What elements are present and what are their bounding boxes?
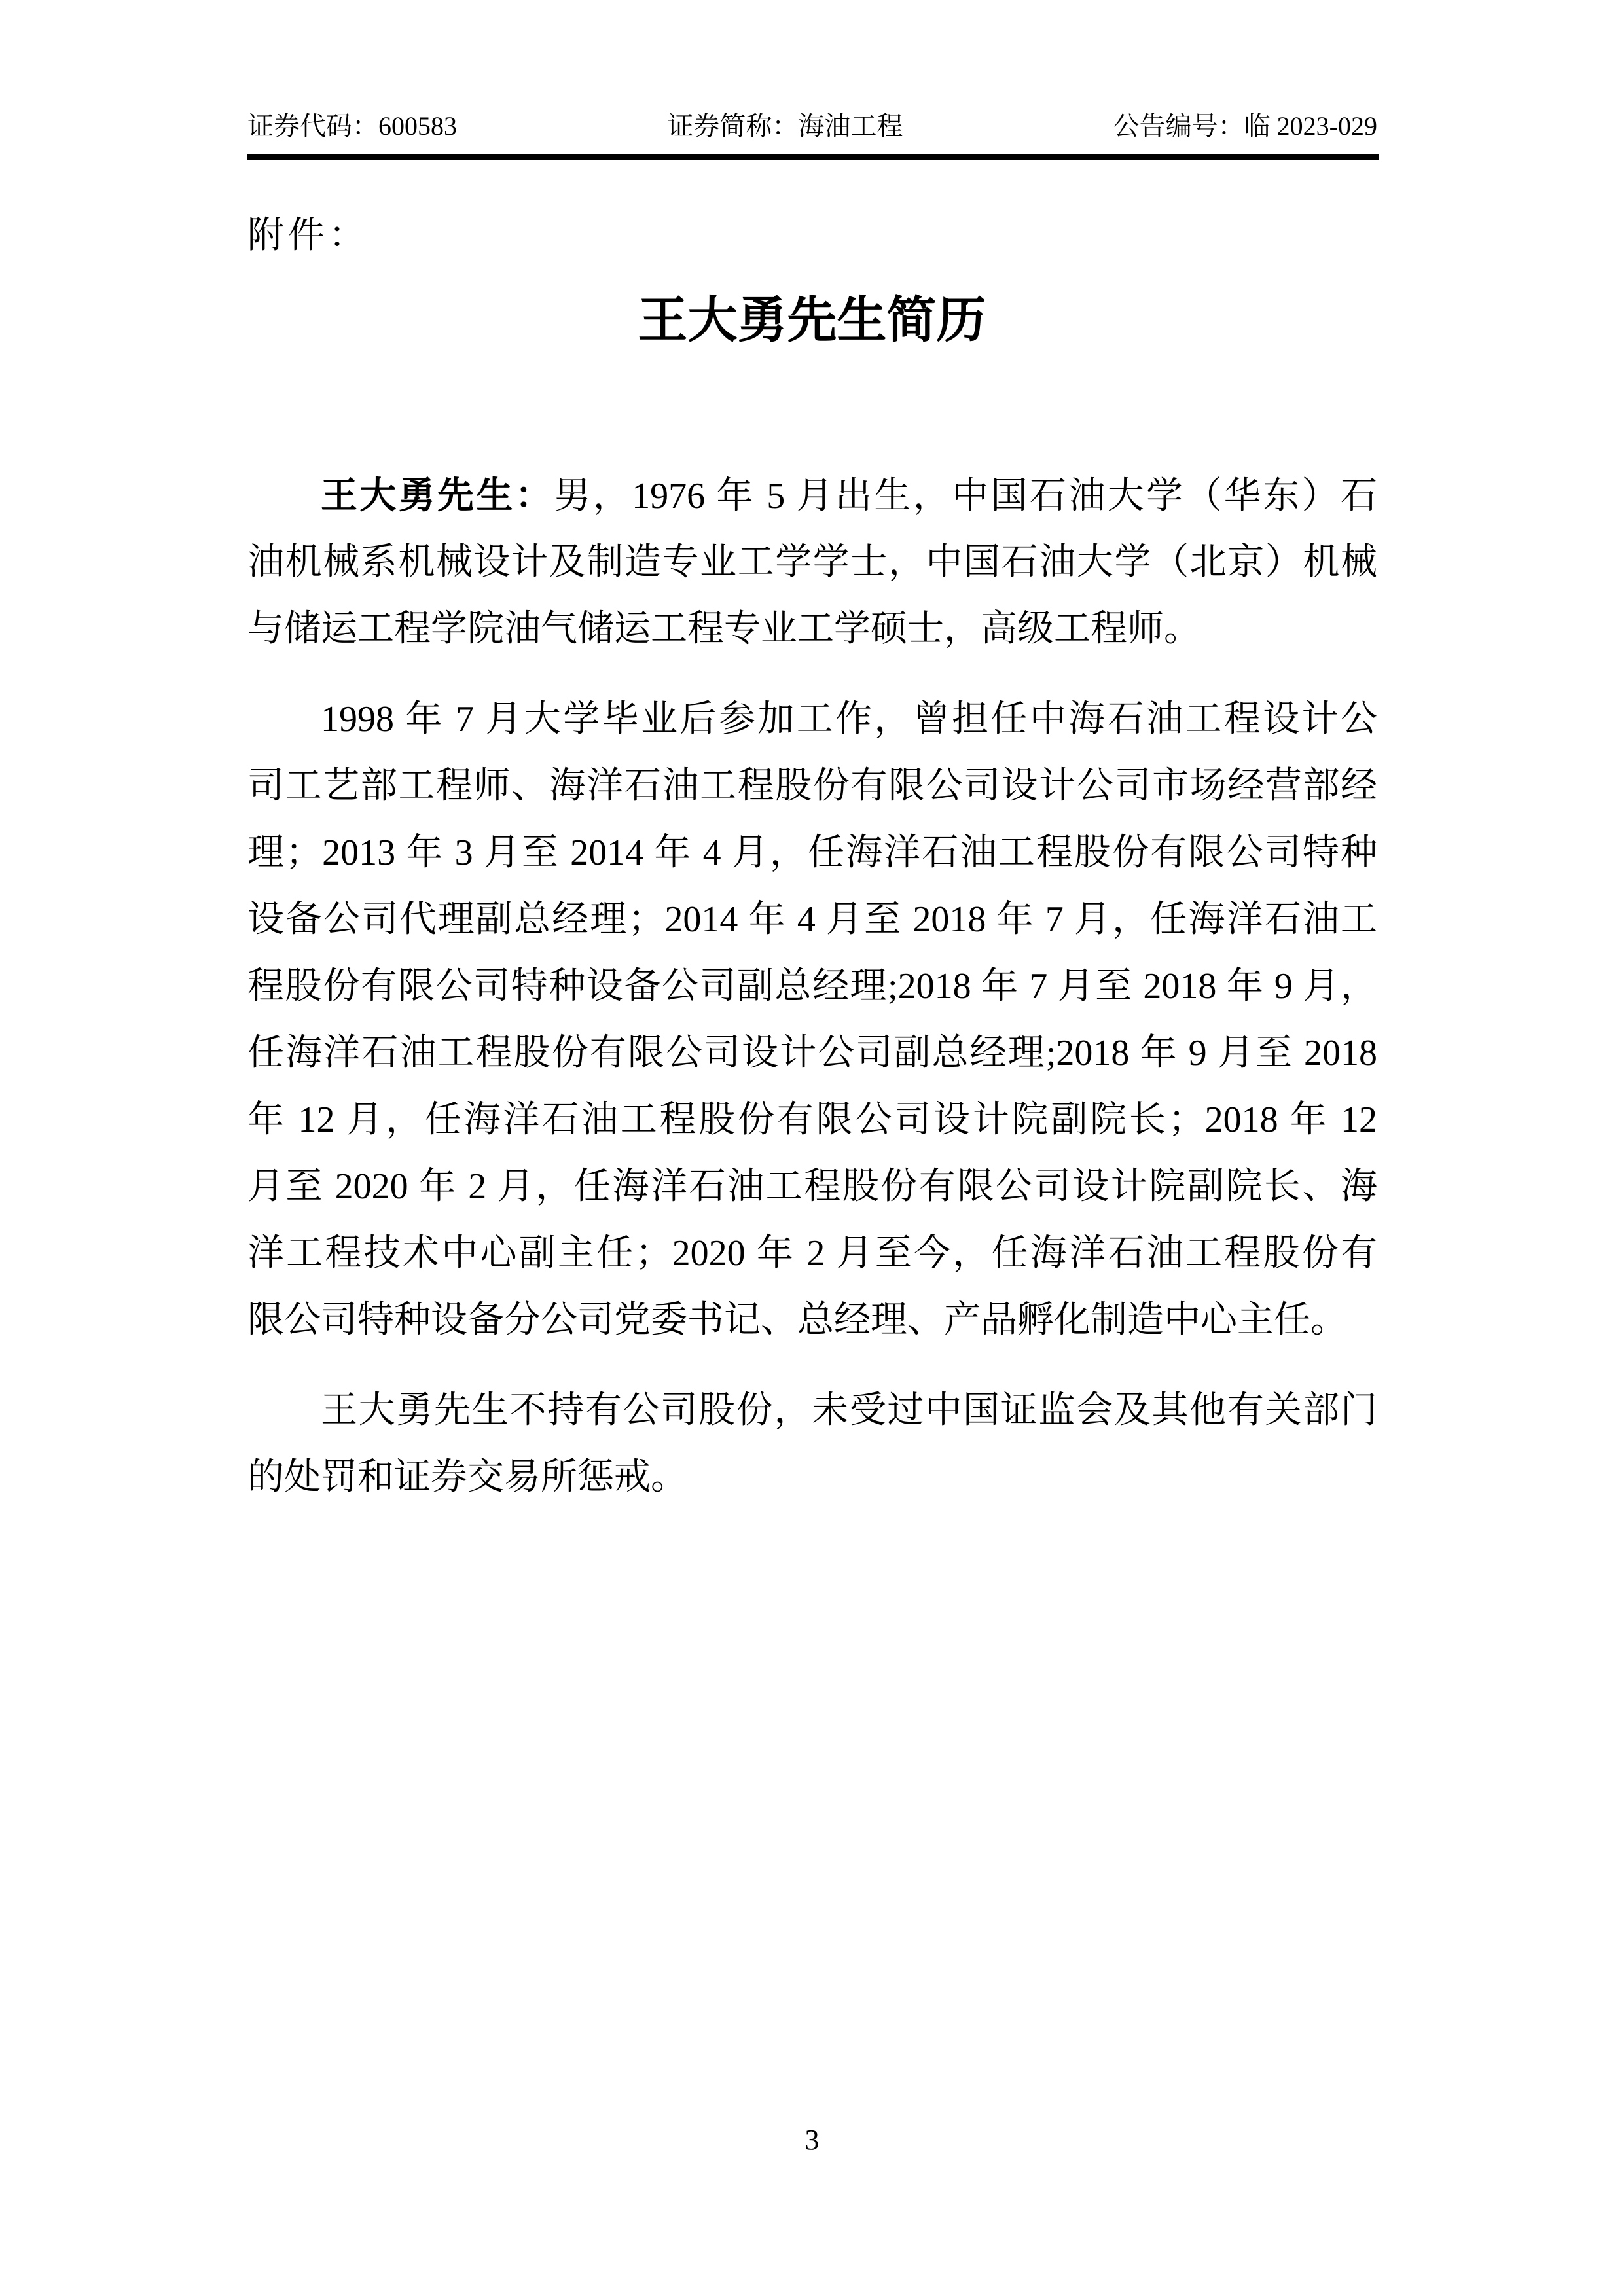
text-line: [247, 529, 1377, 596]
text-line: [247, 753, 1377, 819]
text-line: [247, 886, 1377, 953]
text-run: 1998 年 7 月大学毕业后参加工作，曾担任中海石油工程设计公: [321, 699, 1377, 740]
text-run: 月至 2020 年 2 月，任海洋石油工程股份有限公司设计院副院长、海: [247, 1166, 1377, 1207]
text-line: [247, 1444, 1377, 1511]
text-line: [247, 1377, 1377, 1444]
body-text: [247, 462, 1377, 1511]
text-line: [247, 1220, 1377, 1287]
bold-text-run: 王大勇先生：: [321, 475, 554, 516]
paragraph-3: [247, 1377, 1377, 1511]
document-header: [247, 110, 1377, 143]
text-line: [247, 1287, 1377, 1354]
text-run: 限公司特种设备分公司党委书记、总经理、产品孵化制造中心主任。: [247, 1300, 1347, 1340]
paragraph-2: [247, 686, 1377, 1354]
text-run: 司工艺部工程师、海洋石油工程股份有限公司设计公司市场经营部经: [247, 766, 1377, 806]
page-title: 王大勇先生简历: [638, 293, 986, 348]
text-line: [247, 819, 1377, 886]
text-run: 年 12 月，任海洋石油工程股份有限公司设计院副院长；2018 年 12: [247, 1100, 1378, 1140]
text-line: [247, 953, 1377, 1020]
text-line: [247, 1020, 1377, 1086]
stock-abbr-text: 证券简称：海油工程: [667, 111, 903, 141]
text-run: 的处罚和证券交易所惩戒。: [247, 1457, 687, 1498]
text-run: 任海洋石油工程股份有限公司设计公司副总经理;2018 年 9 月至 2018: [247, 1033, 1377, 1073]
text-line: [247, 1153, 1377, 1220]
text-run: 男，1976 年 5 月出生，中国石油大学（华东）石: [554, 476, 1378, 516]
page-number: 3: [804, 2124, 820, 2156]
paragraph-1: [247, 462, 1377, 662]
text-line: [247, 686, 1377, 753]
text-run: 理；2013 年 3 月至 2014 年 4 月，任海洋石油工程股份有限公司特种: [247, 833, 1377, 873]
header-rule: [247, 154, 1379, 160]
announcement-no-text: 公告编号：临 2023-029: [1113, 111, 1377, 141]
attachment-label: 附件：: [247, 215, 369, 256]
text-line: [247, 462, 1377, 529]
text-run: 设备公司代理副总经理；2014 年 4 月至 2018 年 7 月，任海洋石油工: [247, 899, 1377, 940]
text-run: 油机械系机械设计及制造专业工学学士，中国石油大学（北京）机械: [247, 542, 1377, 583]
text-run: 王大勇先生不持有公司股份，未受过中国证监会及其他有关部门: [321, 1390, 1377, 1431]
stock-code-text: 证券代码：600583: [247, 111, 457, 141]
text-line: [247, 596, 1377, 662]
text-run: 洋工程技术中心副主任；2020 年 2 月至今，任海洋石油工程股份有: [247, 1233, 1377, 1274]
text-run: 程股份有限公司特种设备公司副总经理;2018 年 7 月至 2018 年 9 月，: [247, 966, 1377, 1007]
text-line: [247, 1086, 1377, 1153]
text-run: 与储运工程学院油气储运工程专业工学硕士，高级工程师。: [247, 609, 1200, 649]
